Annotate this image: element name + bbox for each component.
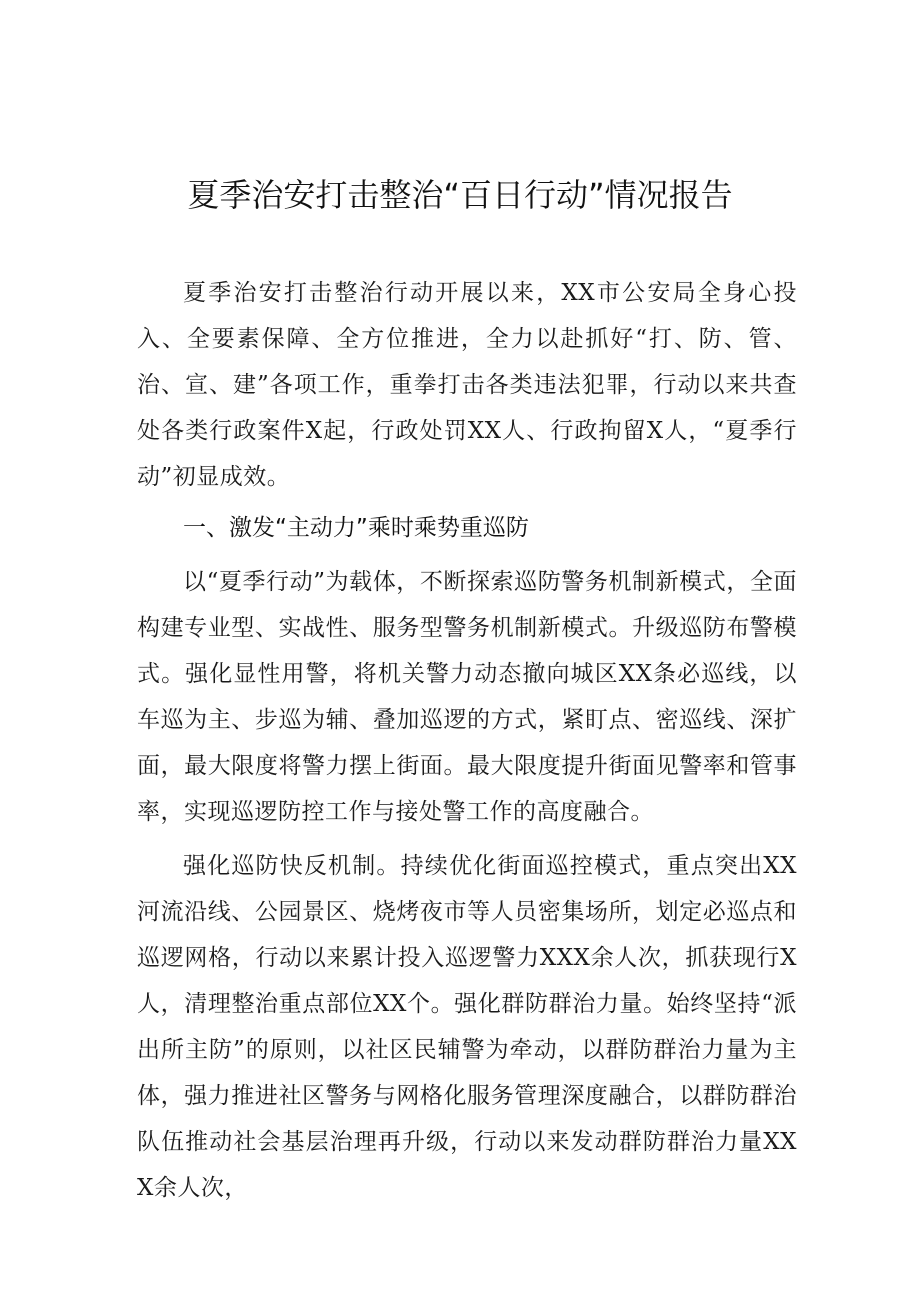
section-heading: 一、激发“主动力”乘时乘势重巡防 bbox=[183, 515, 529, 541]
document-title: 夏季治安打击整治“百日行动”情况报告 bbox=[187, 176, 733, 214]
paragraph-intro: 夏季治安打击整治行动开展以来，XX市公安局全身心投入、全要素保障、全方位推进，全力以赴抓好“打、防、管、治、宣、建”各项工作，重拳打击各类违法犯罪，行动以来共查处各类行政案件X起，行政处罚XX人、行政拘留X人，“夏季行动”初显成效。 bbox=[137, 280, 797, 490]
paragraph-patrol-model: 以“夏季行动”为载体，不断探索巡防警务机制新模式，全面构建专业型、实战性、服务型警务机制新模式。升级巡防布警模式。强化显性用警，将机关警力动态撤向城区XX条必巡线，以车巡为主、步巡为辅、叠加巡逻的方式，紧盯点、密巡线、深扩面，最大限度将警力摆上街面。最大限度提升街面见警率和管事率，实现巡逻防控工作与接处警工作的高度融合。 bbox=[137, 569, 797, 825]
paragraph-rapid-response: 强化巡防快反机制。持续优化街面巡控模式，重点突出XX河流沿线、公园景区、烧烤夜市等人员密集场所，划定必巡点和巡逻网格，行动以来累计投入巡逻警力XXX余人次，抓获现行X人，清理整治重点部位XX个。强化群防群治力量。始终坚持“派出所主防”的原则，以社区民辅警为牵动，以群防群治力量为主体，强力推进社区警务与网格化服务管理深度融合，以群防群治队伍推动社会基层治理再升级，行动以来发动群防群治力量XXX余人次， bbox=[137, 853, 797, 1201]
